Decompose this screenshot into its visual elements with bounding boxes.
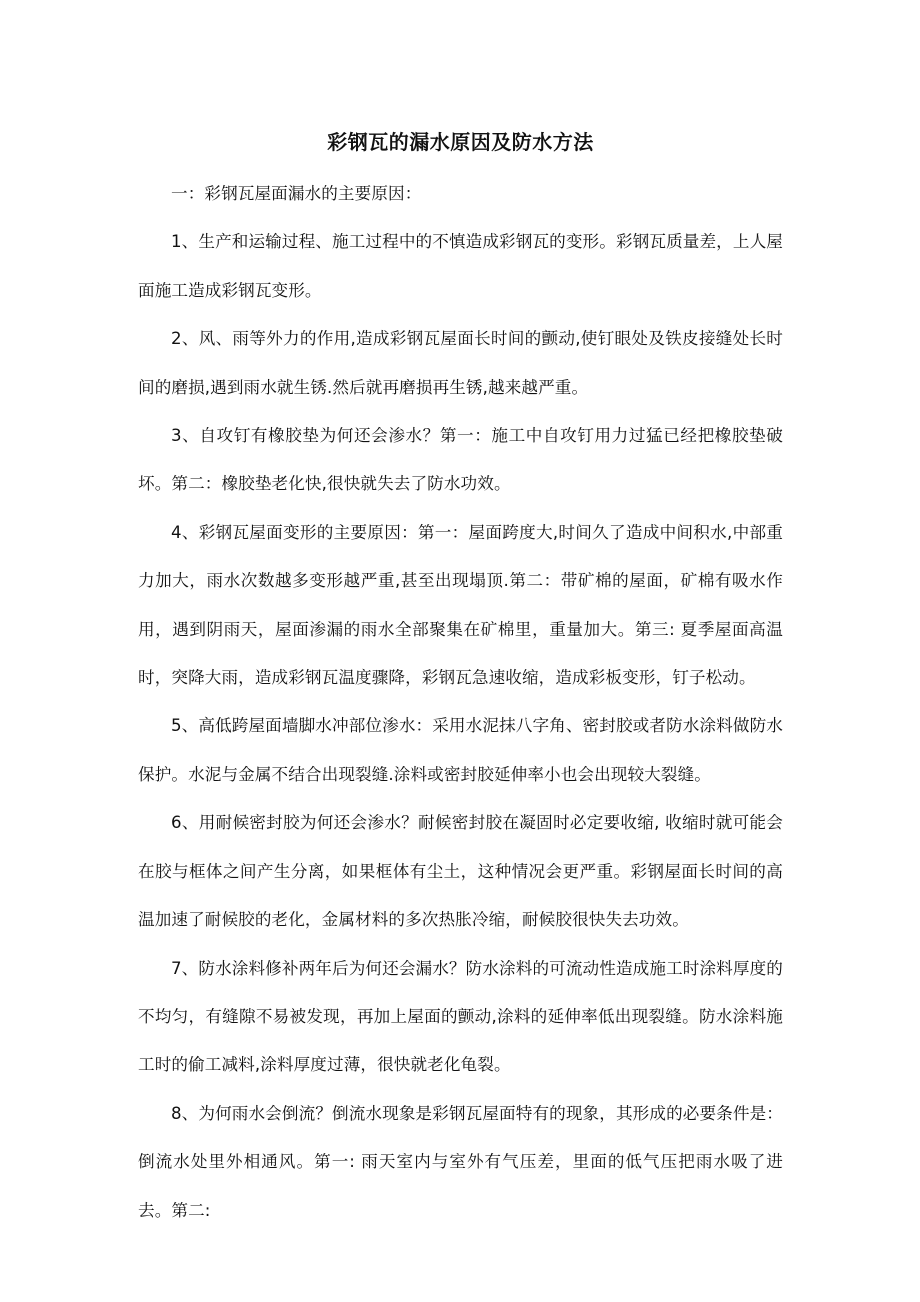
paragraph-7: 7、防水涂料修补两年后为何还会漏水？防水涂料的可流动性造成施工时涂料厚度的不均匀，有缝隙不易被发现，再加上屋面的颤动,涂料的延伸率低出现裂缝。防水涂料施工时的偷工减料,涂料厚度过薄，很快就老化龟裂。 (138, 958, 783, 1075)
document-body (138, 170, 783, 1235)
paragraph-2: 2、风、雨等外力的作用,造成彩钢瓦屋面长时间的颤动,使钉眼处及铁皮接缝处长时间的磨损,遇到雨水就生锈.然后就再磨损再生锈,越来越严重。 (138, 329, 783, 397)
document-title: 彩钢瓦的漏水原因及防水方法 (327, 130, 594, 154)
section-heading: 一：彩钢瓦屋面漏水的主要原因： (171, 184, 422, 203)
paragraph-4: 4、彩钢瓦屋面变形的主要原因：第一：屋面跨度大,时间久了造成中间积水,中部重力加大，雨水次数越多变形越严重,甚至出现塌顶.第二：带矿棉的屋面，矿棉有吸水作用，遇到阴雨天，屋面渗漏的雨水全部聚集在矿棉里，重量加大。第三: 夏季屋面高温时，突降大雨，造成彩钢瓦温度骤降，彩钢瓦急速收缩，造成彩板变形，钉子松动。 (138, 522, 783, 688)
paragraph-6: 6、用耐候密封胶为何还会渗水？耐候密封胶在凝固时必定要收缩, 收缩时就可能会在胶与框体之间产生分离，如果框体有尘土，这种情况会更严重。彩钢屋面长时间的高温加速了耐候胶的老化，金属材料的多次热胀冷缩，耐候胶很快失去功效。 (138, 813, 783, 930)
paragraph-5: 5、高低跨屋面墙脚水冲部位渗水：采用水泥抹八字角、密封胶或者防水涂料做防水保护。水泥与金属不结合出现裂缝.涂料或密封胶延伸率小也会出现较大裂缝。 (138, 716, 783, 784)
paragraph-8: 8、为何雨水会倒流？倒流水现象是彩钢瓦屋面特有的现象，其形成的必要条件是：倒流水处里外相通风。第一: 雨天室内与室外有气压差，里面的低气压把雨水吸了进去。第二: (138, 1103, 783, 1220)
paragraph-3: 3、自攻钉有橡胶垫为何还会渗水？第一：施工中自攻钉用力过猛已经把橡胶垫破坏。第二：橡胶垫老化快,很快就失去了防水功效。 (138, 426, 783, 494)
paragraph-1: 1、生产和运输过程、施工过程中的不慎造成彩钢瓦的变形。彩钢瓦质量差，上人屋面施工造成彩钢瓦变形。 (138, 232, 783, 300)
